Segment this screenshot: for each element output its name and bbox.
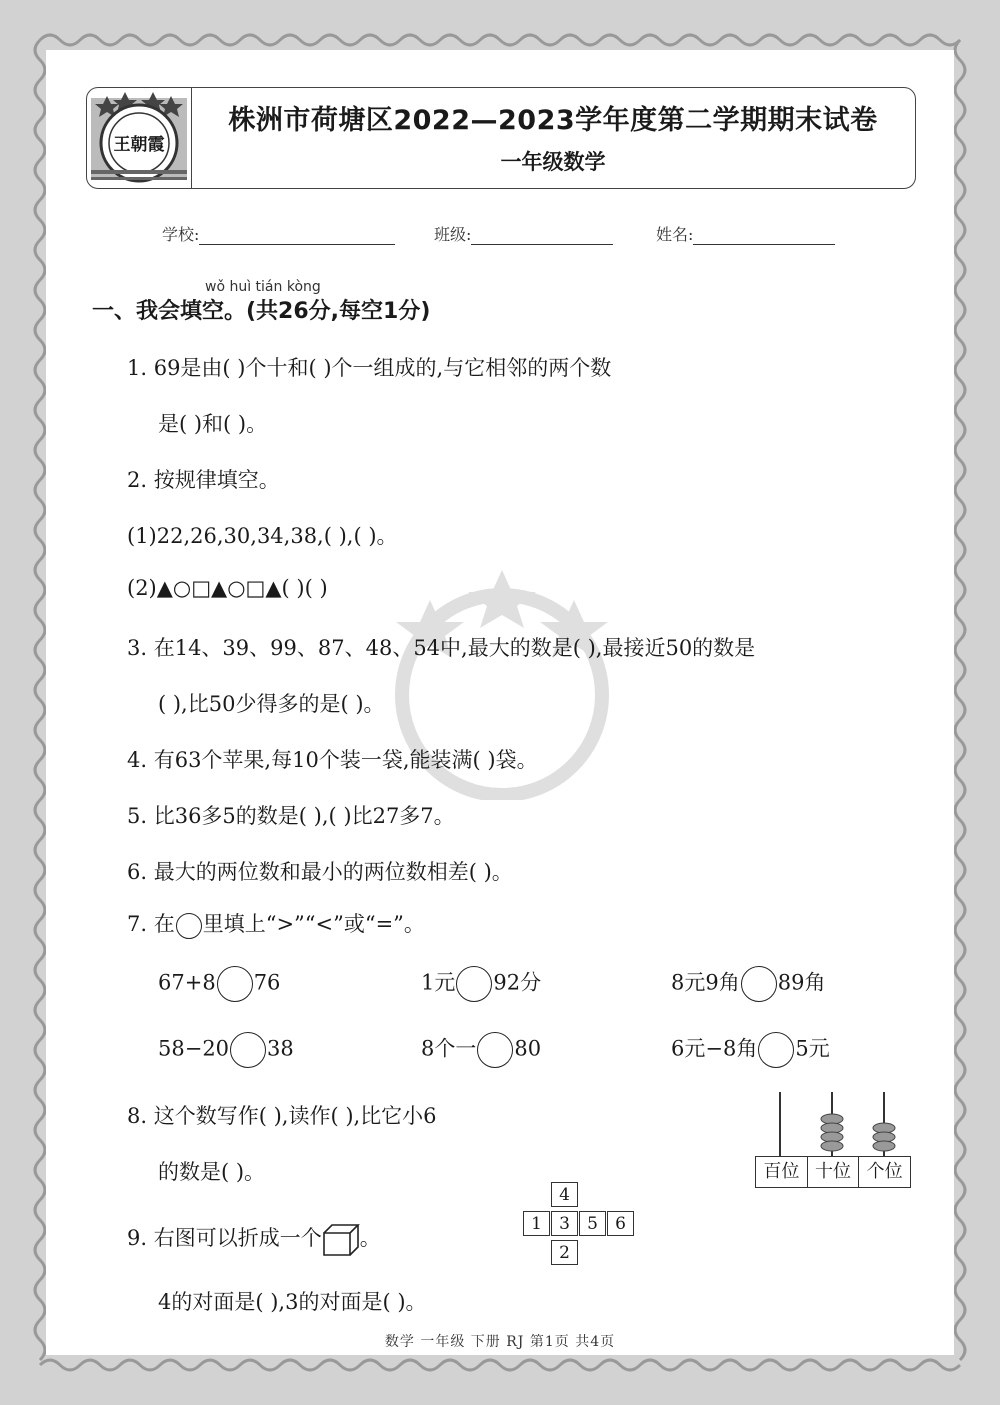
cube-net-diagram [520,1182,640,1267]
place-ones: 个位 [866,1161,903,1182]
page-footer: 数学 一年级 下册 RJ 第1页 共4页 [384,1334,616,1350]
question-1-line2: 是( )和( )。 [158,412,268,436]
place-hundreds: 百位 [756,1157,808,1187]
ones-beads [873,1123,895,1151]
question-2-part1: (1)22,26,30,34,38,( ),( )。 [127,524,398,548]
question-5: 5. 比36多5的数是( ),( )比27多7。 [127,804,455,828]
net-cell: 3 [551,1211,578,1236]
question-9-text-b: 。 [359,1226,381,1250]
compare-right: 5元 [795,1036,830,1061]
compare-item [421,966,541,1002]
question-3-line1: 3. 在14、39、99、87、48、54中,最大的数是( ),最接近50的数是 [127,636,756,660]
compare-left: 8元9角 [671,970,740,995]
class-field[interactable] [434,222,613,245]
exam-subtitle: 一年级数学 [500,150,606,174]
section-pinyin: wǒ huì tián kòng [205,279,321,295]
question-9-text-a: 9. 右图可以折成一个 [127,1226,322,1250]
school-blank[interactable] [199,226,395,245]
compare-item [671,966,825,1002]
question-8-line1: 8. 这个数写作( ),读作( ),比它小6 [127,1104,437,1128]
compare-left: 1元 [421,970,456,995]
compare-item [671,1032,830,1068]
section-title: 一、我会填空。(共26分,每空1分) [92,299,431,324]
exam-header [86,87,916,189]
compare-item [158,966,280,1002]
compare-right: 80 [514,1036,542,1061]
circle-icon [176,913,202,939]
compare-circle[interactable] [758,1032,794,1068]
question-1-line1: 1. 69是由( )个十和( )个一组成的,与它相邻的两个数 [127,356,612,380]
compare-circle[interactable] [217,966,253,1002]
compare-right: 89角 [777,970,826,995]
school-field[interactable] [162,222,395,245]
tens-beads [821,1114,843,1151]
net-cell: 5 [579,1211,606,1236]
question-7-title-a: 7. 在 [127,912,175,936]
publisher-logo [87,88,192,188]
net-cell-top: 4 [551,1182,578,1207]
net-cell: 1 [523,1211,550,1236]
class-blank[interactable] [471,226,613,245]
net-cell: 6 [607,1211,634,1236]
question-9-line2: 4的对面是( ),3的对面是( )。 [158,1290,427,1314]
question-7-title-b: 里填上“>”“<”或“=”。 [202,912,425,936]
question-8-line2: 的数是( )。 [158,1160,266,1184]
compare-left: 67+8 [158,970,216,995]
question-7-title [127,908,425,939]
exam-title: 株洲市荷塘区2022—2023学年度第二学期期末试卷 [228,105,878,136]
question-6: 6. 最大的两位数和最小的两位数相差( )。 [127,860,513,884]
net-cell-bottom: 2 [551,1240,578,1265]
school-label: 学校: [162,225,200,244]
question-3-line2: ( ),比50少得多的是( )。 [158,692,385,716]
compare-circle[interactable] [456,966,492,1002]
abacus-diagram [755,1092,911,1188]
abacus-labels [755,1156,911,1188]
question-2-title: 2. 按规律填空。 [127,468,280,492]
compare-right: 76 [253,970,281,995]
question-2-part2: (2)▲○□▲○□▲( )( ) [127,576,328,600]
compare-circle[interactable] [741,966,777,1002]
question-4: 4. 有63个苹果,每10个装一袋,能装满( )袋。 [127,748,538,772]
compare-left: 6元−8角 [671,1036,758,1061]
class-label: 班级: [434,225,472,244]
cube-icon [322,1223,360,1257]
compare-item [158,1032,294,1068]
compare-right: 92分 [493,970,542,995]
logo-text: 王朝霞 [113,135,165,155]
compare-right: 38 [267,1036,294,1061]
compare-left: 8个一 [421,1036,477,1061]
compare-circle[interactable] [230,1032,266,1068]
compare-item [421,1032,541,1068]
compare-left: 58−20 [158,1036,230,1061]
place-tens: 十位 [808,1157,860,1187]
question-9-line1 [127,1222,381,1257]
name-field[interactable] [656,222,835,245]
compare-circle[interactable] [477,1032,513,1068]
name-blank[interactable] [693,226,835,245]
abacus-rods [755,1092,911,1158]
name-label: 姓名: [656,225,694,244]
